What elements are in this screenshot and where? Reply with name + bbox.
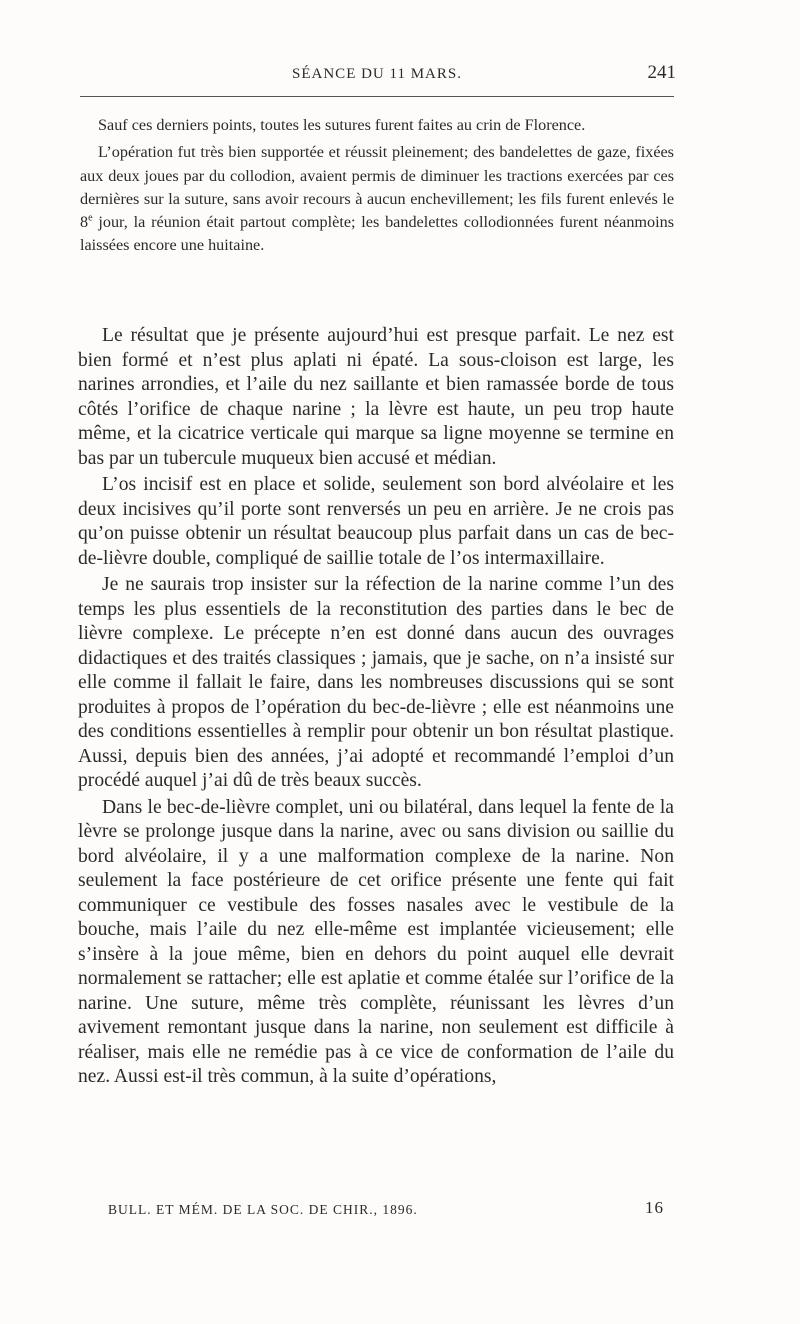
paragraph: Je ne saurais trop insister sur la réfection de la narine comme l’un des temps les plus essentiels de la reconstitution des parties dans le bec de lièvre complexe. Le précepte n’en est donné dans aucun des ouvrages didactiques et des traités classiques ; jamais, que je sache, on n’a insisté sur elle comme il fallait le faire, dans les nombreuses discussions qui se sont produites à propos de l’opération du bec-de-lièvre ; elle est néanmoins une des conditions essentielles à remplir pour obtenir un bon résultat plastique. Aussi, depuis bien des années, j’ai adopté et recommandé l’emploi d’un procédé auquel j’ai dû de très beaux succès. [78, 574, 674, 791]
paragraph: Le résultat que je présente aujourd’hui est presque parfait. Le nez est bien formé et n’est plus aplati ni épaté. La sous-cloison est large, les narines arrondies, et l’aile du nez saillante et bien ramassée borde de tous côtés l’orifice de chaque narine ; la lèvre est haute, un peu trop haute même, et la cicatrice verticale qui marque sa ligne moyenne se termine en bas par un tubercule muqueux bien accusé et médian. [78, 325, 674, 469]
paragraph: Sauf ces derniers points, toutes les sutures furent faites au crin de Florence. [98, 116, 586, 134]
paragraph-text: jour, la réunion était partout complète; les bandelettes collodionnées furent néanmoins laissées encore une huitaine. [80, 213, 674, 255]
paragraph [80, 141, 674, 257]
header-rule [80, 96, 674, 97]
footer-citation: BULL. ET MÉM. DE LA SOC. DE CHIR., 1896. [108, 1202, 418, 1217]
paragraph-text: L’opération fut très bien supportée et réussit pleinement; des bandelettes de gaze, fixées aux deux joues par du collodion, avaient permis de diminuer les tractions exercées par ces dernières sur la suture, sans avoir recours à aucun enchevillement; les fils furent enlevés le 8 [80, 143, 674, 232]
paragraph: L’os incisif est en place et solide, seulement son bord alvéolaire et les deux incisives qu’il porte sont renversés un peu en arrière. Je ne crois pas qu’on puisse obtenir un résultat beaucoup plus parfait dans un cas de bec-de-lièvre double, compliqué de saillie totale de l’os intermaxillaire. [78, 474, 674, 569]
running-header [78, 62, 676, 88]
page-number: 241 [647, 62, 676, 83]
main-text-block [78, 324, 674, 1092]
paragraph: Dans le bec-de-lièvre complet, uni ou bilatéral, dans lequel la fente de la lèvre se prolonge jusque dans la narine, avec ou sans division ou saillie du bord alvéolaire, il y a une malformation complexe de la narine. Non seulement la face postérieure de cet orifice présente une fente qui fait communiquer ce vestibule des fosses nasales avec le vestibule de la bouche, mais l’aile du nez elle-même est implantée vicieusement; elle s’insère à la joue même, bien en dehors du point auquel elle devrait normalement se rattacher; elle est aplatie et comme étalée sur l’orifice de la narine. Une suture, même très complète, réunissant les lèvres d’un avivement remontant jusque dans la narine, non seulement est difficile à réaliser, mais elle ne remédie pas à ce vice de conformation de l’aile du nez. Aussi est-il très commun, à la suite d’opérations, [78, 796, 674, 1087]
page-footer [108, 1198, 664, 1222]
superscript: e [88, 212, 93, 224]
small-print-block [80, 114, 674, 262]
running-title: SÉANCE DU 11 MARS. [292, 66, 462, 82]
signature-mark: 16 [645, 1198, 664, 1217]
